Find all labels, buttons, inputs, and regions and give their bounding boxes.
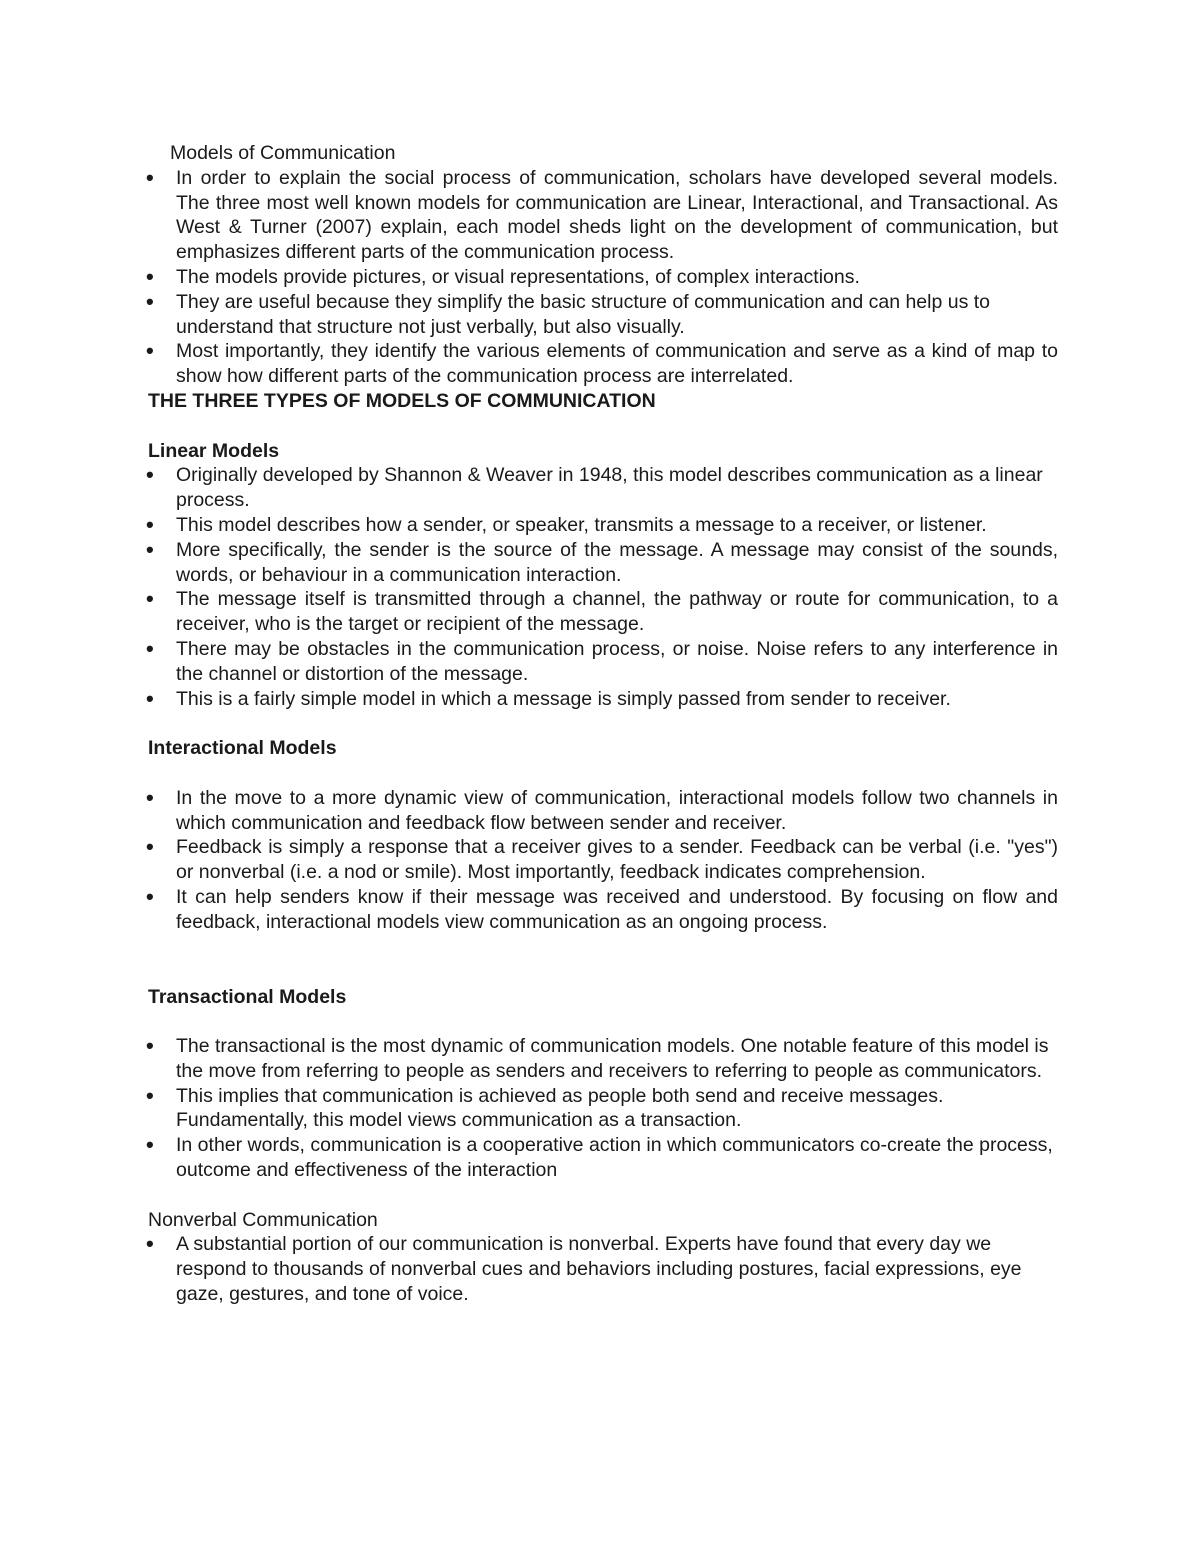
main-heading: THE THREE TYPES OF MODELS OF COMMUNICATION — [148, 389, 656, 412]
document-title: Models of Communication — [170, 142, 396, 164]
list-item: • Most importantly, they identify the various elements of communication and serve as a kind of map to show how different parts of the communication process are interrelated. — [148, 339, 1058, 389]
list-item: • This model describes how a sender, or speaker, transmits a message to a receiver, or listener. — [148, 513, 1058, 538]
list-item: • They are useful because they simplify the basic structure of communication and can help us to understand that structure not just verbally, but also visually. — [148, 290, 1058, 340]
list-item: • In other words, communication is a cooperative action in which communicators co-create the process, outcome and effectiveness of the interaction — [148, 1133, 1058, 1183]
list-item: • More specifically, the sender is the source of the message. A message may consist of the sounds, words, or behaviour in a communication interaction. — [148, 538, 1058, 588]
list-item: • In order to explain the social process of communication, scholars have developed several models. The three most well known models for communication are Linear, Interactional, and Transactional. As West & Turner (2007) explain, each model sheds light on the development of communication, but emphasizes different parts of the communication process. — [148, 166, 1058, 265]
linear-models-heading: Linear Models — [148, 439, 280, 462]
list-item: • It can help senders know if their message was received and understood. By focusing on flow and feedback, interactional models view communication as an ongoing process. — [148, 885, 1058, 935]
linear-models-list — [148, 463, 1058, 711]
list-item: • The message itself is transmitted through a channel, the pathway or route for communication, to a receiver, who is the target or recipient of the message. — [148, 587, 1058, 637]
document-body — [148, 141, 1058, 1307]
interactional-models-list — [148, 786, 1058, 935]
list-item: • The models provide pictures, or visual representations, of complex interactions. — [148, 265, 1058, 290]
list-item: • Originally developed by Shannon & Weaver in 1948, this model describes communication as a linear process. — [148, 463, 1058, 513]
list-item: • The transactional is the most dynamic of communication models. One notable feature of this model is the move from referring to people as senders and receivers to referring to people as communicators. — [148, 1034, 1058, 1084]
intro-list — [148, 166, 1058, 389]
list-item: • A substantial portion of our communication is nonverbal. Experts have found that every day we respond to thousands of nonverbal cues and behaviors including postures, facial expressions, eye gaze, gestures, and tone of voice. — [148, 1232, 1058, 1306]
list-item: • Feedback is simply a response that a receiver gives to a sender. Feedback can be verbal (i.e. "yes") or nonverbal (i.e. a nod or smile). Most importantly, feedback indicates comprehension. — [148, 835, 1058, 885]
transactional-models-heading: Transactional Models — [148, 985, 347, 1008]
list-item: • This is a fairly simple model in which a message is simply passed from sender to receiver. — [148, 687, 1058, 712]
list-item: • This implies that communication is achieved as people both send and receive messages. Fundamentally, this model views communication as a transaction. — [148, 1084, 1058, 1134]
list-item: • There may be obstacles in the communication process, or noise. Noise refers to any interference in the channel or distortion of the message. — [148, 637, 1058, 687]
list-item: • In the move to a more dynamic view of communication, interactional models follow two channels in which communication and feedback flow between sender and receiver. — [148, 786, 1058, 836]
interactional-models-heading: Interactional Models — [148, 737, 337, 760]
transactional-models-list — [148, 1034, 1058, 1183]
nonverbal-communication-heading: Nonverbal Communication — [148, 1208, 378, 1231]
nonverbal-communication-list — [148, 1232, 1058, 1306]
